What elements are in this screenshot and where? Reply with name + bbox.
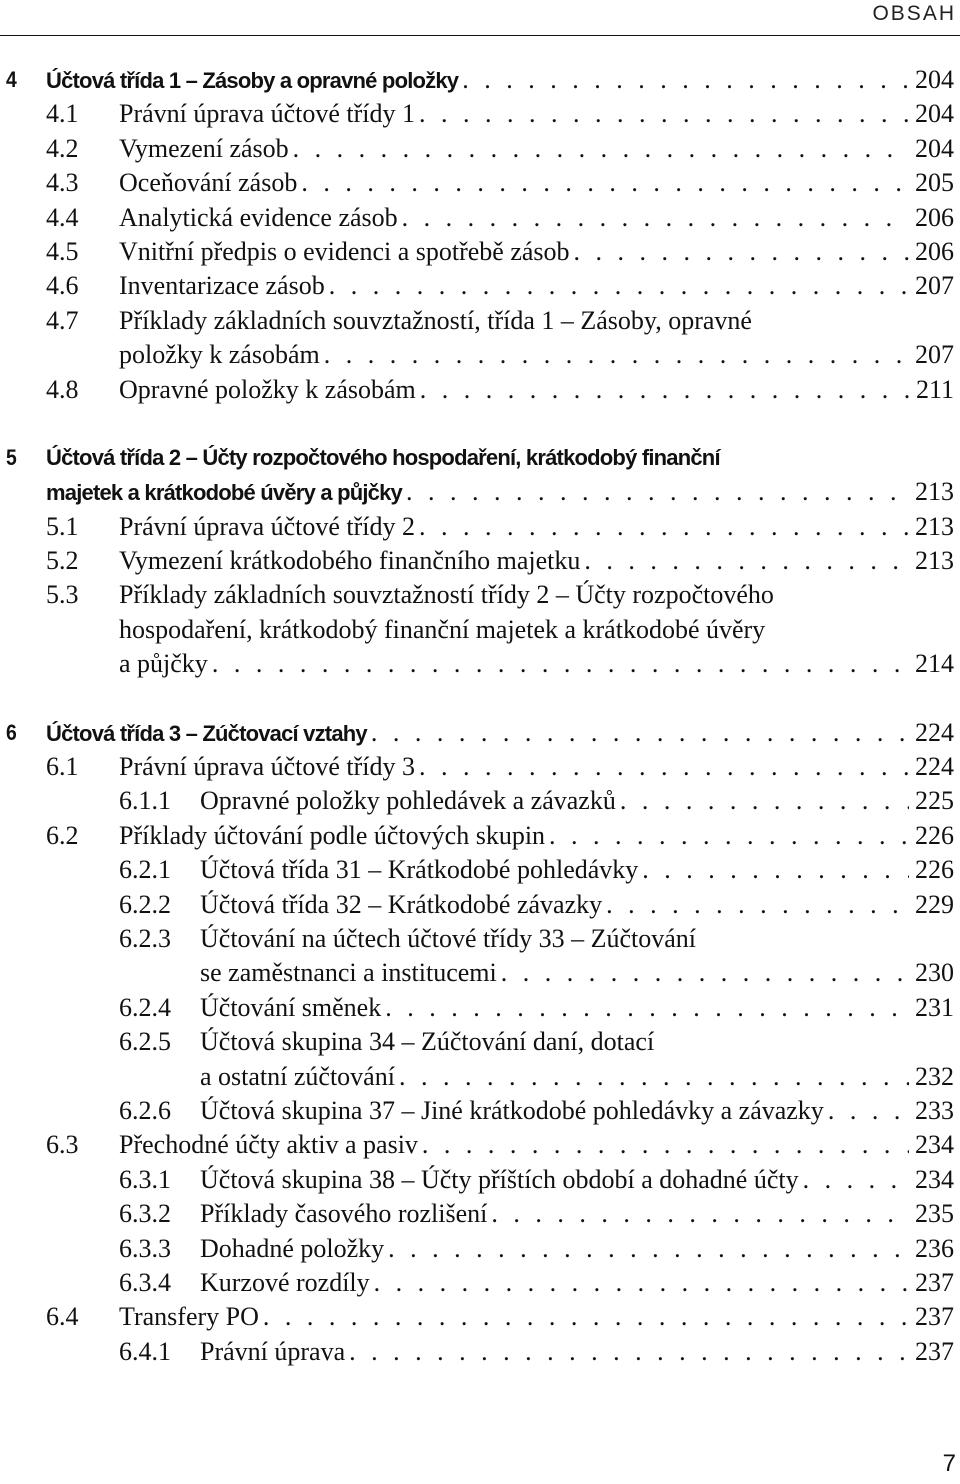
dot-leader — [402, 201, 909, 235]
dot-leader — [399, 1060, 909, 1094]
toc-entry-number: 4.1 — [46, 99, 79, 129]
toc-entry-number: 4.3 — [46, 168, 79, 198]
toc-entry-title: Účtování směnek — [200, 992, 382, 1022]
toc-entry-number: 6.3 — [46, 1130, 79, 1160]
table-of-contents — [0, 63, 960, 1369]
toc-entry — [0, 578, 960, 612]
toc-entry-number: 4 — [6, 67, 17, 92]
toc-entry-page: 234 — [915, 1130, 954, 1160]
toc-entry — [0, 1300, 960, 1334]
dot-leader — [385, 991, 909, 1025]
toc-entry — [0, 1094, 960, 1128]
toc-entry-number: 5.3 — [46, 580, 79, 610]
toc-entry — [0, 647, 960, 681]
dot-leader — [574, 235, 909, 269]
dot-leader — [388, 1232, 909, 1266]
toc-entry-title: Vnitřní předpis o evidenci a spotřebě zásob — [119, 236, 570, 266]
toc-entry-page: 226 — [915, 855, 954, 885]
dot-leader — [491, 1197, 909, 1231]
toc-entry-page: 213 — [915, 546, 954, 576]
dot-leader — [374, 1266, 909, 1300]
toc-entry-title: Příklady časového rozlišení — [200, 1199, 488, 1229]
toc-entry-number: 4.4 — [46, 202, 79, 232]
toc-entry-number: 4.7 — [46, 305, 79, 335]
toc-entry-title: Účtová třída 2 – Účty rozpočtového hospodaření, krátkodobý finanční — [46, 444, 720, 470]
toc-entry-title: Účtová skupina 34 – Zúčtování daní, dotací — [200, 1027, 655, 1057]
toc-entry-title: a ostatní zúčtování — [200, 1061, 395, 1091]
dot-leader — [803, 1163, 909, 1197]
toc-entry-number: 6.2.1 — [119, 855, 171, 885]
toc-entry-page: 213 — [915, 511, 954, 541]
toc-entry-title: Příklady základních souvztažností, třída 1 – Zásoby, opravné — [119, 305, 752, 335]
toc-entry-page: 207 — [915, 271, 954, 301]
dot-leader — [371, 716, 909, 750]
toc-entry — [0, 991, 960, 1025]
toc-entry — [0, 510, 960, 544]
toc-entry — [0, 544, 960, 578]
toc-entry-number: 6.2.4 — [119, 992, 171, 1022]
toc-entry-title: Právní úprava účtové třídy 1 — [119, 99, 416, 129]
toc-entry — [0, 1232, 960, 1266]
dot-leader — [620, 784, 909, 818]
toc-entry-page: 224 — [915, 752, 954, 782]
toc-entry-page: 230 — [915, 958, 954, 988]
toc-entry-title: Kurzové rozdíly — [200, 1267, 370, 1297]
toc-entry-page: 232 — [915, 1061, 954, 1091]
toc-entry — [0, 304, 960, 338]
dot-leader — [501, 956, 909, 990]
dot-leader — [293, 132, 909, 166]
toc-entry-page: 234 — [915, 1164, 954, 1194]
toc-entry — [0, 1025, 960, 1059]
toc-entry — [0, 716, 960, 750]
toc-entry-title: Účtová třída 32 – Krátkodobé závazky — [200, 889, 603, 919]
toc-entry — [0, 132, 960, 166]
toc-entry-title: Účtová třída 1 – Zásoby a opravné položky — [46, 68, 459, 93]
toc-entry-title: Opravné položky pohledávek a závazků — [200, 786, 616, 816]
toc-entry-page: 206 — [915, 236, 954, 266]
toc-entry-title: Právní úprava — [200, 1336, 346, 1366]
toc-entry-title: Vymezení zásob — [119, 133, 289, 163]
toc-entry-title: Transfery PO — [119, 1302, 259, 1332]
toc-entry-title: hospodaření, krátkodobý finanční majetek a krátkodobé úvěry — [119, 614, 766, 644]
dot-leader — [420, 373, 910, 407]
toc-entry-number: 4.6 — [46, 271, 79, 301]
toc-entry-page: 214 — [915, 649, 954, 679]
toc-entry-number: 5.2 — [46, 546, 79, 576]
toc-entry — [0, 784, 960, 818]
toc-entry — [0, 201, 960, 235]
toc-entry — [0, 97, 960, 131]
toc-entry — [0, 441, 960, 475]
toc-entry-title: Opravné položky k zásobám — [119, 374, 416, 404]
toc-entry — [0, 750, 960, 784]
toc-entry-title: Příklady základních souvztažností třídy 2 – Účty rozpočtového — [119, 580, 774, 610]
page-number: 7 — [942, 1450, 956, 1477]
toc-entry — [0, 269, 960, 303]
toc-entry-page: 225 — [915, 786, 954, 816]
header-rule — [0, 35, 960, 36]
toc-entry-page: 224 — [915, 717, 954, 747]
toc-entry-page: 233 — [915, 1095, 954, 1125]
toc-entry — [0, 1335, 960, 1369]
toc-entry-page: 207 — [915, 340, 954, 370]
running-head: OBSAH — [872, 2, 956, 25]
toc-entry-page: 237 — [915, 1336, 954, 1366]
toc-entry-page: 204 — [915, 133, 954, 163]
toc-entry-title: Právní úprava účtové třídy 2 — [119, 511, 416, 541]
toc-entry-page: 226 — [915, 820, 954, 850]
toc-entry — [0, 1128, 960, 1162]
toc-entry — [0, 373, 960, 407]
toc-entry — [0, 475, 960, 509]
toc-entry — [0, 1266, 960, 1300]
toc-entry-title: majetek a krátkodobé úvěry a půjčky — [46, 480, 402, 506]
toc-entry — [0, 819, 960, 853]
toc-entry — [0, 1197, 960, 1231]
toc-entry-title: Příklady účtování podle účtových skupin — [119, 820, 546, 850]
toc-entry-number: 5.1 — [46, 511, 79, 541]
dot-leader — [422, 1128, 909, 1162]
toc-entry-number: 6.4 — [46, 1302, 79, 1332]
toc-entry — [0, 1163, 960, 1197]
toc-entry-page: 204 — [915, 99, 954, 129]
dot-leader — [606, 888, 909, 922]
toc-entry-page: 205 — [915, 168, 954, 198]
toc-entry-number: 6 — [6, 719, 17, 745]
dot-leader — [419, 750, 909, 784]
dot-leader — [642, 853, 909, 887]
dot-leader — [549, 819, 909, 853]
toc-entry — [0, 956, 960, 990]
toc-entry-number: 6.1.1 — [119, 786, 171, 816]
toc-entry-number: 5 — [6, 444, 17, 470]
toc-entry-title: Účtování na účtech účtové třídy 33 – Zúčtování — [200, 923, 697, 953]
toc-entry-title: Oceňování zásob — [119, 168, 298, 198]
toc-entry — [0, 235, 960, 269]
dot-leader — [828, 1094, 909, 1128]
toc-entry-number: 4.5 — [46, 236, 79, 266]
toc-entry-page: 237 — [915, 1267, 954, 1297]
toc-entry-number: 6.3.1 — [119, 1164, 171, 1194]
toc-entry — [0, 1060, 960, 1094]
toc-entry-page: 237 — [915, 1302, 954, 1332]
toc-entry-page: 211 — [915, 374, 954, 404]
toc-entry-title: Právní úprava účtové třídy 3 — [119, 752, 416, 782]
toc-entry-number: 6.2.3 — [119, 923, 171, 953]
toc-entry-page: 213 — [915, 477, 954, 507]
toc-entry-number: 6.2 — [46, 820, 79, 850]
toc-entry-number: 6.2.2 — [119, 889, 171, 919]
dot-leader — [212, 647, 909, 681]
toc-entry — [0, 338, 960, 372]
toc-entry-page: 229 — [915, 889, 954, 919]
toc-entry-title: Analytická evidence zásob — [119, 202, 398, 232]
toc-entry-number: 6.4.1 — [119, 1336, 171, 1366]
toc-entry-title: Přechodné účty aktiv a pasiv — [119, 1130, 418, 1160]
dot-leader — [462, 63, 909, 97]
toc-entry-title: Účtová skupina 37 – Jiné krátkodobé pohledávky a závazky — [200, 1095, 824, 1125]
toc-entry — [0, 613, 960, 647]
toc-entry-number: 6.1 — [46, 752, 79, 782]
toc-entry-title: Účtová třída 3 – Zúčtovací vztahy — [46, 720, 367, 746]
toc-entry-title: položky k zásobám — [119, 340, 320, 370]
toc-entry — [0, 63, 960, 97]
toc-entry — [0, 922, 960, 956]
toc-entry-number: 6.2.5 — [119, 1027, 171, 1057]
dot-leader — [301, 166, 909, 200]
toc-entry-page: 236 — [915, 1233, 954, 1263]
toc-entry-number: 6.3.2 — [119, 1199, 171, 1229]
dot-leader — [406, 475, 909, 509]
dot-leader — [263, 1300, 909, 1334]
toc-entry — [0, 888, 960, 922]
toc-entry-title: Dohadné položky — [200, 1233, 385, 1263]
toc-entry-page: 204 — [915, 65, 954, 94]
toc-entry-title: Vymezení krátkodobého finančního majetku — [119, 546, 581, 576]
toc-entry — [0, 166, 960, 200]
toc-entry-title: a půjčky — [119, 649, 208, 679]
toc-entry-number: 6.3.4 — [119, 1267, 171, 1297]
toc-entry-title: Účtová skupina 38 – Účty příštích období a dohadné účty — [200, 1164, 799, 1194]
toc-entry-page: 206 — [915, 202, 954, 232]
toc-entry-page: 231 — [915, 992, 954, 1022]
toc-entry-number: 4.8 — [46, 374, 79, 404]
toc-entry-title: se zaměstnanci a institucemi — [200, 958, 497, 988]
dot-leader — [419, 510, 909, 544]
toc-entry-number: 6.2.6 — [119, 1095, 171, 1125]
toc-entry-title: Inventarizace zásob — [119, 271, 325, 301]
toc-entry-page: 235 — [915, 1199, 954, 1229]
toc-entry-number: 6.3.3 — [119, 1233, 171, 1263]
dot-leader — [324, 338, 909, 372]
dot-leader — [584, 544, 909, 578]
toc-entry-title: Účtová třída 31 – Krátkodobé pohledávky — [200, 855, 639, 885]
dot-leader — [329, 269, 909, 303]
toc-entry — [0, 853, 960, 887]
dot-leader — [419, 97, 909, 131]
toc-entry-number: 4.2 — [46, 133, 79, 163]
dot-leader — [349, 1335, 909, 1369]
